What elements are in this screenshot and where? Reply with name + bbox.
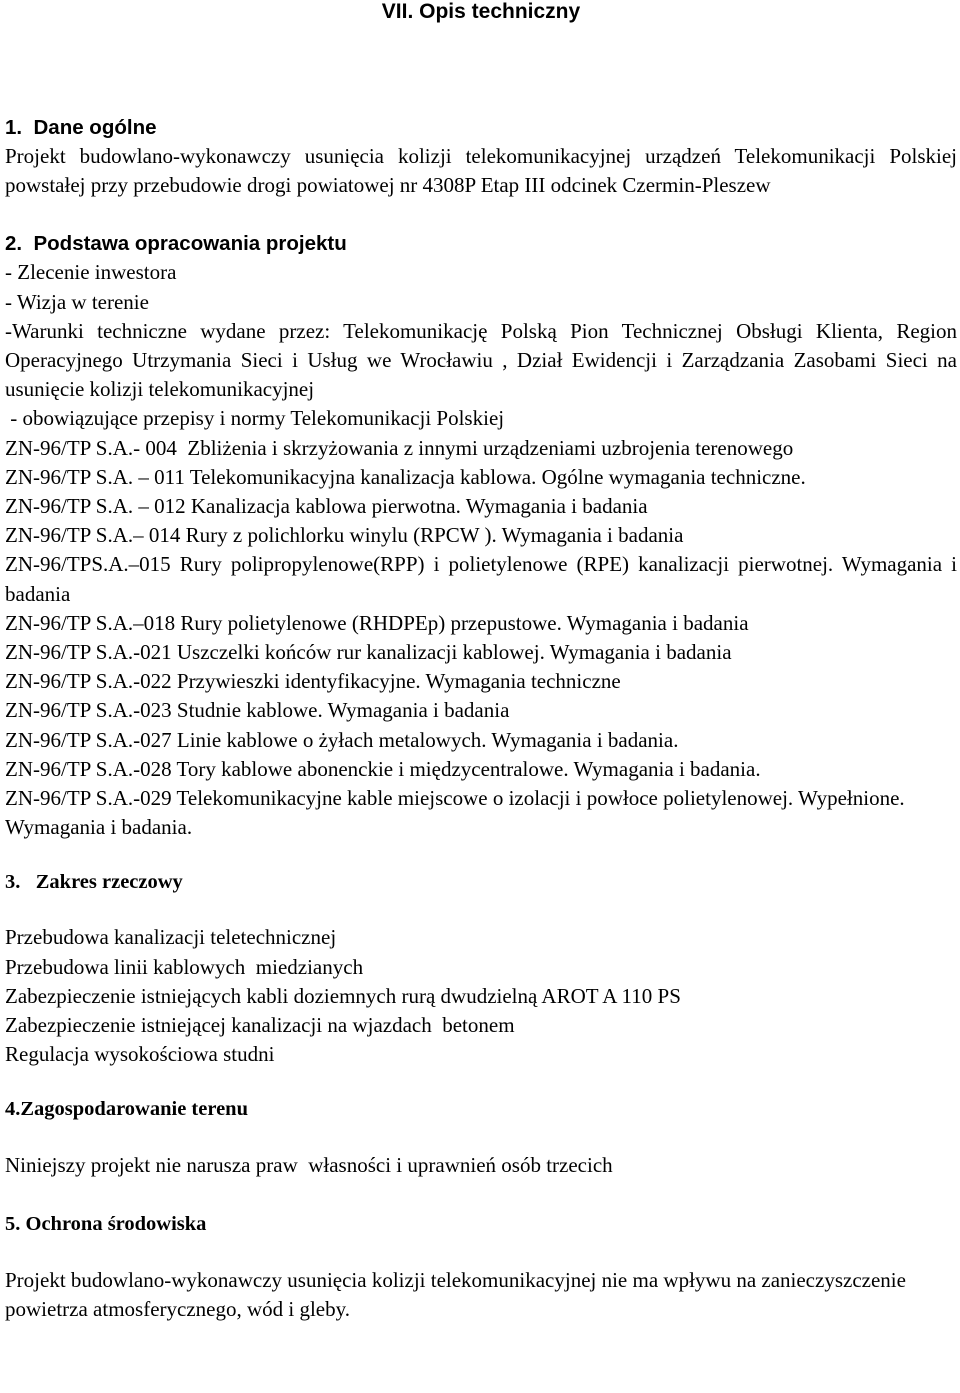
section-zakres [5,868,957,1069]
zakres-item: Zabezpieczenie istniejącej kanalizacji na wjazdach betonem [5,1013,515,1038]
zakres-item: Zabezpieczenie istniejących kabli doziemnych rurą dwudzielną AROT A 110 PS [5,983,681,1008]
section-5-text: Projekt budowlano-wykonawczy usunięcia kolizji telekomunikacyjnej nie ma wpływu na zanieczyszczenie powietrza atmosferycznego, wód i gleby. [5,1267,906,1321]
norms-list [5,434,957,843]
norm-item: ZN-96/TP S.A.–018 Rury polietylenowe (RHDPEp) przepustowe. Wymagania i badania [5,610,749,635]
norm-item: ZN-96/TP S.A.-022 Przywieszki identyfikacyjne. Wymagania techniczne [5,669,621,694]
document-page [5,0,957,1324]
document-title: VII. Opis techniczny [381,0,581,23]
zakres-item: Przebudowa kanalizacji teletechnicznej [5,925,337,950]
przepisy-item: - obowiązujące przepisy i normy Telekomunikacji Polskiej [5,406,505,431]
zakres-item: Regulacja wysokościowa studni [5,1042,275,1067]
section-5-heading: 5. Ochrona środowiska [5,1212,207,1235]
norm-item: ZN-96/TP S.A.-021 Uszczelki końców rur kanalizacji kablowej. Wymagania i badania [5,640,732,665]
section-3-heading: 3. Zakres rzeczowy [5,871,183,894]
section-2-heading: 2. Podstawa opracowania projektu [5,232,347,256]
zakres-item: Przebudowa linii kablowych miedzianych [5,954,364,979]
norm-item: ZN-96/TP S.A.- 004 Zbliżenia i skrzyżowania z innymi urządzeniami uzbrojenia terenowego [5,435,794,460]
podstawa-item: - Wizja w terenie [5,289,149,314]
section-4-text: Niniejszy projekt nie narusza praw własności i uprawnień osób trzecich [5,1153,613,1178]
section-zagospodarowanie [5,1095,957,1180]
norm-item: ZN-96/TP S.A.-029 Telekomunikacyjne kable miejscowe o izolacji i powłoce polietylenowej. Wypełnione. Wymagania i badania. [5,786,905,840]
norm-item: ZN-96/TP S.A. – 011 Telekomunikacyjna kanalizacja kablowa. Ogólne wymagania techniczne. [5,464,806,489]
norm-item: ZN-96/TP S.A.– 014 Rury z polichlorku winylu (RPCW ). Wymagania i badania [5,523,684,548]
norm-item: ZN-96/TP S.A.-028 Tory kablowe abonenckie i międzycentralowe. Wymagania i badania. [5,756,761,781]
section-4-heading: 4.Zagospodarowanie terenu [5,1098,248,1121]
section-1-text: Projekt budowlano-wykonawczy usunięcia kolizji telekomunikacyjnej urządzeń Telekomunikacji Polskiej powstałej przy przebudowie drogi powiatowej nr 4308P Etap III odcinek Czermin-Pleszew [5,144,957,198]
norm-item: ZN-96/TP S.A. – 012 Kanalizacja kablowa pierwotna. Wymagania i badania [5,494,648,519]
section-1-heading: 1. Dane ogólne [5,116,157,139]
podstawa-item: - Zlecenie inwestora [5,260,177,285]
norm-item: ZN-96/TP S.A.-027 Linie kablowe o żyłach metalowych. Wymagania i badania. [5,727,679,752]
warunki-techniczne: -Warunki techniczne wydane przez: Telekomunikację Polską Pion Technicznej Obsługi Klienta, Region Operacyjnego Utrzymania Sieci i Usług we Wrocławiu , Dział Ewidencji i Zarządzania Zasobami Sieci na usunięcie kolizji telekomunikacyjnej [5,318,957,402]
section-podstawa [5,229,957,842]
section-dane-ogolne [5,113,957,200]
norm-item: ZN-96/TP S.A.-023 Studnie kablowe. Wymagania i badania [5,698,510,723]
section-ochrona-srodowiska [5,1210,957,1324]
norm-item: ZN-96/TPS.A.–015 Rury polipropylenowe(RPP) i polietylenowe (RPE) kanalizacji pierwotnej. Wymagania i badania [5,552,957,606]
